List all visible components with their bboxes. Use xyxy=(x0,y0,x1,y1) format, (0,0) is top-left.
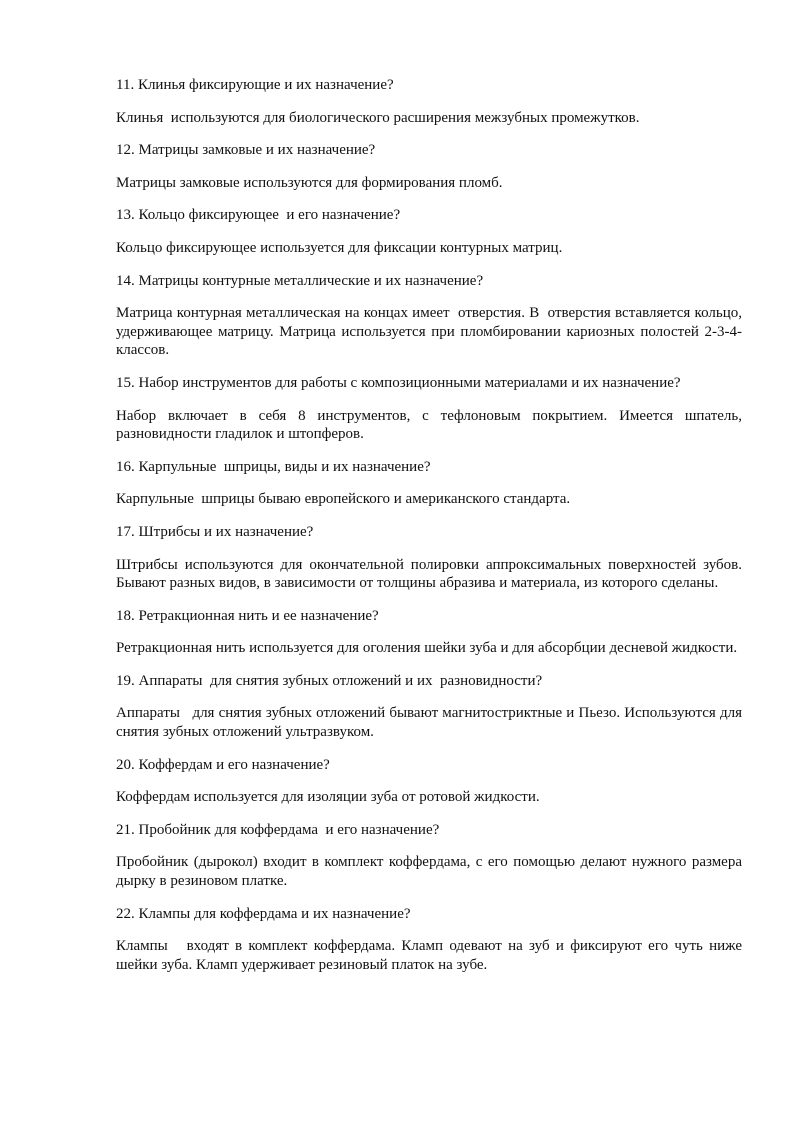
answer-21: Пробойник (дырокол) входит в комплект коффердама, с его помощью делают нужного размера дырку в резиновом платке. xyxy=(116,854,746,890)
answer-11: Клинья используются для биологического расширения межзубных промежутков. xyxy=(116,109,640,126)
question-12: 12. Матрицы замковые и их назначение? xyxy=(116,142,376,159)
document-body xyxy=(116,76,746,988)
answer-16: Карпульные шприцы бываю европейского и американского стандарта. xyxy=(116,491,571,508)
question-14: 14. Матрицы контурные металлические и их назначение? xyxy=(116,272,484,289)
answer-22: Клампы входят в комплект коффердама. Кламп одевают на зуб и фиксируют его чуть ниже шейки зуба. Кламп удерживает резиновый платок на зубе. xyxy=(116,938,746,973)
question-22: 22. Клампы для коффердама и их назначение? xyxy=(116,905,411,922)
answer-15: Набор включает в себя 8 инструментов, с тефлоновым покрытием. Имеется шпатель, разновидности гладилок и штопферов. xyxy=(116,407,746,443)
answer-20: Коффердам используется для изоляции зуба от ротовой жидкости. xyxy=(116,789,540,806)
qa-item-22 xyxy=(116,905,746,975)
qa-item-17 xyxy=(116,523,746,593)
answer-19: Аппараты для снятия зубных отложений бывают магнитостриктные и Пьезо. Используются для снятия зубных отложений ультразвуком. xyxy=(116,705,746,741)
qa-item-11 xyxy=(116,76,742,127)
answer-12: Матрицы замковые используются для формирования пломб. xyxy=(116,174,503,191)
answer-14: Матрица контурная металлическая на концах имеет отверстия. В отверстия вставляется кольцо, удерживающее матрицу. Матрица используется при пломбировании кариозных полостей 2-3-4- классов. xyxy=(116,305,746,359)
question-20: 20. Коффердам и его назначение? xyxy=(116,756,330,773)
question-11: 11. Клинья фиксирующие и их назначение? xyxy=(116,77,394,93)
answer-17: Штрибсы используются для окончательной полировки аппроксимальных поверхностей зубов. Бывают разных видов, в зависимости от толщины абразива и материала, из которого сделаны. xyxy=(116,556,746,592)
question-18: 18. Ретракционная нить и ее назначение? xyxy=(116,607,379,624)
answer-18: Ретракционная нить используется для оголения шейки зуба и для абсорбции десневой жидкости. xyxy=(116,640,738,657)
question-13: 13. Кольцо фиксирующее и его назначение? xyxy=(116,207,401,224)
qa-item-19 xyxy=(116,672,746,742)
question-15: 15. Набор инструментов для работы с композиционными материалами и их назначение? xyxy=(116,374,681,391)
question-16: 16. Карпульные шприцы, виды и их назначение? xyxy=(116,458,431,475)
question-19: 19. Аппараты для снятия зубных отложений и их разновидности? xyxy=(116,672,543,689)
answer-13: Кольцо фиксирующее используется для фиксации контурных матриц. xyxy=(116,239,563,256)
qa-item-15 xyxy=(116,374,746,444)
question-21: 21. Пробойник для коффердама и его назначение? xyxy=(116,821,440,838)
qa-item-14 xyxy=(116,272,746,360)
qa-item-18 xyxy=(116,607,742,658)
qa-item-20 xyxy=(116,756,742,807)
qa-item-12 xyxy=(116,141,742,192)
qa-item-16 xyxy=(116,458,742,509)
question-17: 17. Штрибсы и их назначение? xyxy=(116,523,314,540)
qa-item-13 xyxy=(116,206,742,257)
qa-item-21 xyxy=(116,821,746,891)
